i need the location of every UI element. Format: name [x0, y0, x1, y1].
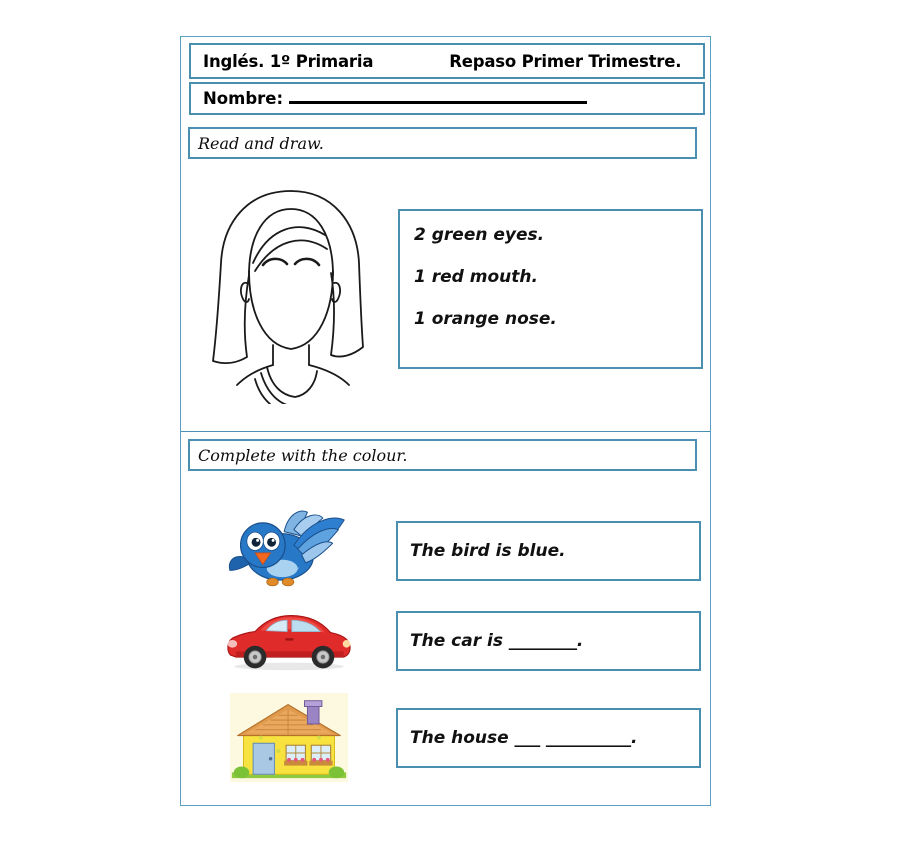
section-divider — [181, 431, 710, 432]
subject-title: Inglés. 1º Primaria — [203, 51, 374, 71]
sentence-text: The house ___ __________. — [410, 727, 638, 748]
exercise-instructions-box — [398, 209, 703, 369]
nombre-label: Nombre: — [203, 89, 284, 108]
term-title: Repaso Primer Trimestre. — [449, 51, 682, 71]
header-title-box — [189, 43, 705, 79]
blank-face-line-drawing — [203, 179, 378, 404]
exercise-line: 2 green eyes. — [414, 225, 545, 245]
name-write-line[interactable] — [289, 101, 587, 104]
list-item — [181, 597, 710, 685]
instruction-read-and-draw — [188, 127, 697, 159]
sentence-text: The car is ________. — [410, 631, 584, 651]
instruction-complete-with-colour — [188, 439, 697, 471]
worksheet-page — [180, 36, 711, 806]
sentence-text: The bird is blue. — [410, 541, 566, 561]
sentence-box-car[interactable] — [396, 611, 701, 671]
instruction-2-text: Complete with the colour. — [198, 445, 408, 465]
yellow-house-illustration — [181, 691, 396, 784]
sentence-box-bird[interactable] — [396, 521, 701, 581]
exercise-line: 1 orange nose. — [414, 309, 557, 329]
blue-bird-illustration — [181, 506, 396, 596]
sentence-box-house[interactable] — [396, 708, 701, 768]
red-car-illustration — [181, 608, 396, 674]
student-name-box[interactable] — [189, 82, 705, 115]
instruction-1-text: Read and draw. — [198, 133, 324, 153]
list-item — [181, 685, 710, 790]
list-item — [181, 505, 710, 597]
exercise-line: 1 red mouth. — [414, 267, 538, 287]
